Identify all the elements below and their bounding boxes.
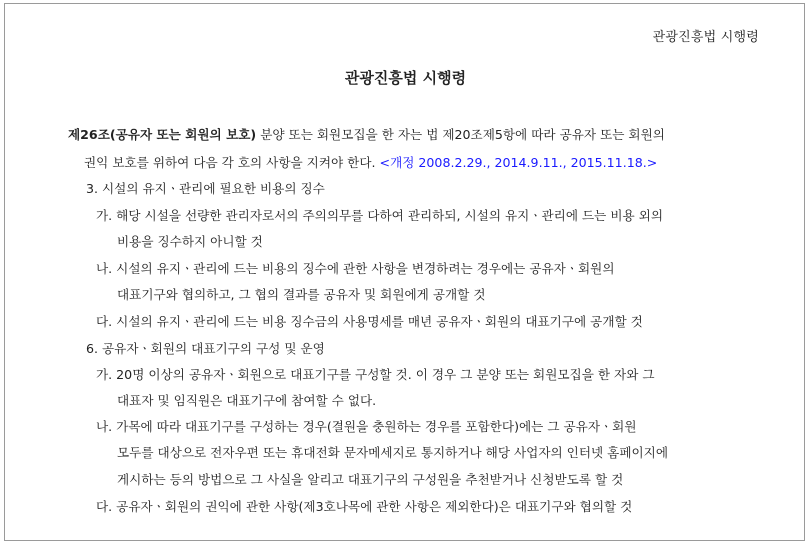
- article-intro-line-2: [84, 152, 657, 171]
- article-intro-text-2: 권익 보호를 위하여 다음 각 호의 사항을 지켜야 한다.: [84, 155, 380, 170]
- article-intro-line-1: [68, 124, 665, 143]
- amendment-note: <개정 2008.2.29., 2014.9.11., 2015.11.18.>: [379, 155, 658, 170]
- article-intro-text-1: 분양 또는 회원모집을 한 자는 법 제20조제5항에 따라 공유자 또는 회원의: [256, 127, 665, 142]
- item-3-na-line-2: 대표기구와 협의하고, 그 협의 결과를 공유자 및 회원에게 공개할 것: [117, 287, 486, 302]
- running-header: 관광진흥법 시행령: [652, 30, 759, 45]
- item-6-na-line-2: 모두를 대상으로 전자우편 또는 휴대전화 문자메세지로 통지하거나 해당 사업자의 인터넷 홈페이지에: [117, 445, 668, 460]
- item-6-na-line-3: 게시하는 등의 방법으로 그 사실을 알리고 대표기구의 구성원을 추천받거나 신청받도록 할 것: [117, 472, 624, 487]
- item-6-ga-line-1: 가. 20명 이상의 공유자ㆍ회원으로 대표기구를 구성할 것. 이 경우 그 분양 또는 회원모집을 한 자와 그: [96, 367, 655, 382]
- item-3-na-line-1: 나. 시설의 유지ㆍ관리에 드는 비용의 징수에 관한 사항을 변경하려는 경우에는 공유자ㆍ회원의: [96, 261, 615, 276]
- item-6-na-line-1: 나. 가목에 따라 대표기구를 구성하는 경우(결원을 충원하는 경우를 포함한다)에는 그 공유자ㆍ회원: [96, 419, 637, 434]
- item-3-ga-line-1: 가. 해당 시설을 선량한 관리자로서의 주의의무를 다하여 관리하되, 시설의 유지ㆍ관리에 드는 비용 외의: [96, 208, 663, 223]
- item-6-ga-line-2: 대표자 및 임직원은 대표기구에 참여할 수 없다.: [117, 393, 377, 408]
- item-3-label: 3. 시설의 유지ㆍ관리에 필요한 비용의 징수: [86, 181, 325, 196]
- article-heading: 제26조(공유자 또는 회원의 보호): [68, 127, 257, 142]
- item-6-da-line-1: 다. 공유자ㆍ회원의 권익에 관한 사항(제3호나목에 관한 사항은 제외한다)은 대표기구와 협의할 것: [96, 499, 633, 514]
- item-3-da-line-1: 다. 시설의 유지ㆍ관리에 드는 비용 징수금의 사용명세를 매년 공유자ㆍ회원의 대표기구에 공개할 것: [96, 314, 643, 329]
- item-6-label: 6. 공유자ㆍ회원의 대표기구의 구성 및 운영: [86, 341, 325, 356]
- document-title: 관광진흥법 시행령: [344, 69, 467, 87]
- item-3-ga-line-2: 비용을 징수하지 아니할 것: [117, 234, 263, 249]
